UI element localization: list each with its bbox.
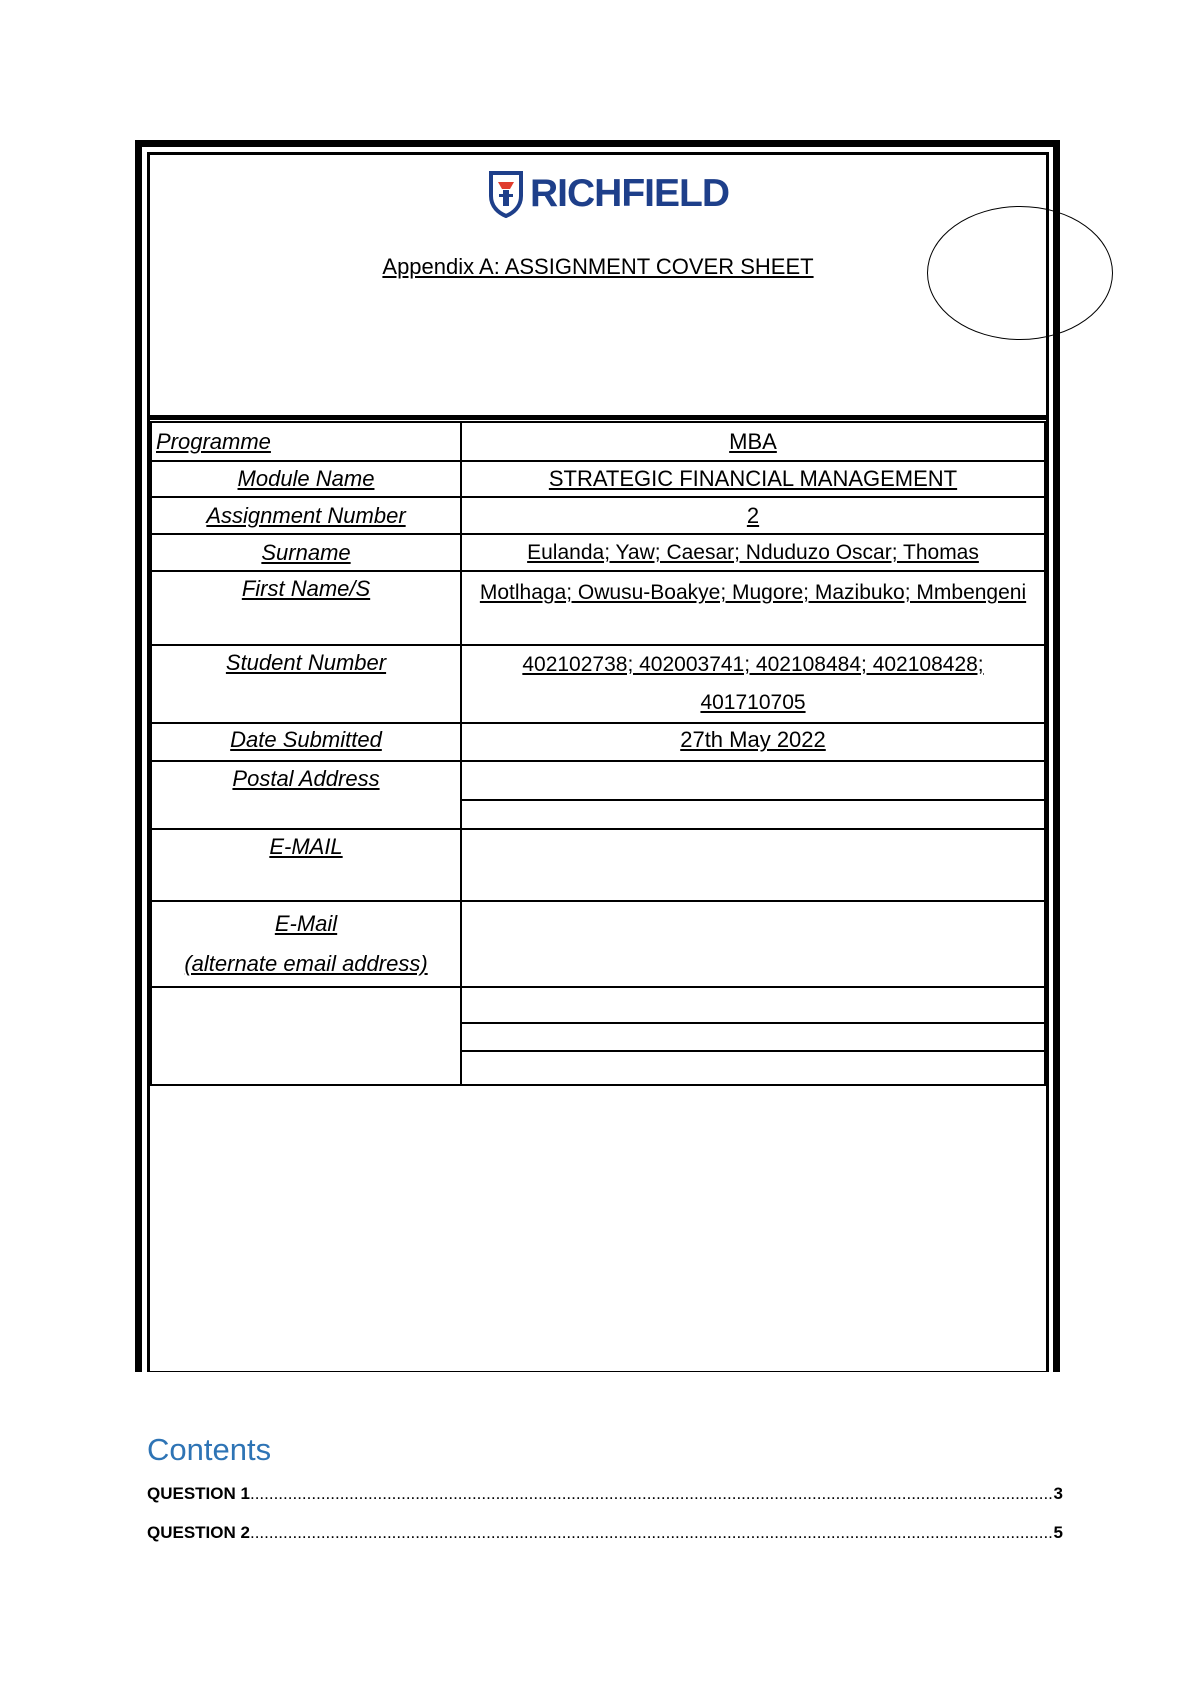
table-row-email (151, 829, 1045, 901)
header-divider (150, 415, 1046, 420)
table-row-assignment (151, 497, 1045, 534)
first-name-value: Motlhaga; Owusu-Boakye; Mugore; Mazibuko; Mmbengeni (461, 571, 1045, 645)
stamp-circle (927, 206, 1113, 340)
table-row-email-alt (151, 901, 1045, 987)
student-number-label: Student Number (151, 645, 461, 723)
table-row-programme (151, 422, 1045, 461)
blank-value (461, 987, 1045, 1085)
table-row-student-number (151, 645, 1045, 723)
blank-label (151, 987, 461, 1085)
table-row-first-names (151, 571, 1045, 645)
richfield-logo (488, 168, 729, 220)
toc-entry-label: QUESTION 1 (147, 1484, 250, 1503)
cover-details-table (150, 421, 1046, 1086)
toc-entry-page: 3 (1053, 1484, 1063, 1503)
email-value (461, 829, 1045, 901)
email-alt-label (151, 901, 461, 987)
programme-label: Programme (151, 422, 461, 461)
module-value: STRATEGIC FINANCIAL MANAGEMENT (461, 461, 1045, 497)
toc-leader-dots (250, 1484, 1054, 1504)
module-label: Module Name (151, 461, 461, 497)
table-row-surname (151, 534, 1045, 571)
toc-entry-question-1[interactable] (147, 1484, 1063, 1504)
date-value: 27th May 2022 (461, 723, 1045, 761)
logo-text: RICHFIELD (530, 172, 729, 215)
toc-leader-dots (250, 1523, 1054, 1543)
table-row-blank (151, 987, 1045, 1085)
toc-entry-page: 5 (1053, 1523, 1063, 1542)
programme-value: MBA (461, 422, 1045, 461)
surname-label: Surname (151, 534, 461, 571)
email-alt-label-sub: (alternate email address) (184, 951, 428, 976)
contents-heading: Contents (147, 1432, 272, 1467)
surname-value: Eulanda; Yaw; Caesar; Nduduzo Oscar; Thomas (461, 534, 1045, 571)
email-alt-label-main: E-Mail (274, 911, 338, 936)
email-alt-value (461, 901, 1045, 987)
email-label: E-MAIL (151, 829, 461, 901)
date-label: Date Submitted (151, 723, 461, 761)
toc-entry-question-2[interactable] (147, 1523, 1063, 1543)
table-row-date (151, 723, 1045, 761)
assignment-value: 2 (461, 497, 1045, 534)
table-row-postal (151, 761, 1045, 829)
postal-label: Postal Address (151, 761, 461, 829)
table-row-module (151, 461, 1045, 497)
assignment-label: Assignment Number (151, 497, 461, 534)
first-name-label: First Name/S (151, 571, 461, 645)
toc-entry-label: QUESTION 2 (147, 1523, 250, 1542)
shield-logo-icon (488, 170, 524, 218)
page-title: Appendix A: ASSIGNMENT COVER SHEET (382, 254, 814, 279)
postal-value (461, 761, 1045, 829)
student-number-value: 402102738; 402003741; 402108484; 402108428; 401710705 (461, 645, 1045, 723)
